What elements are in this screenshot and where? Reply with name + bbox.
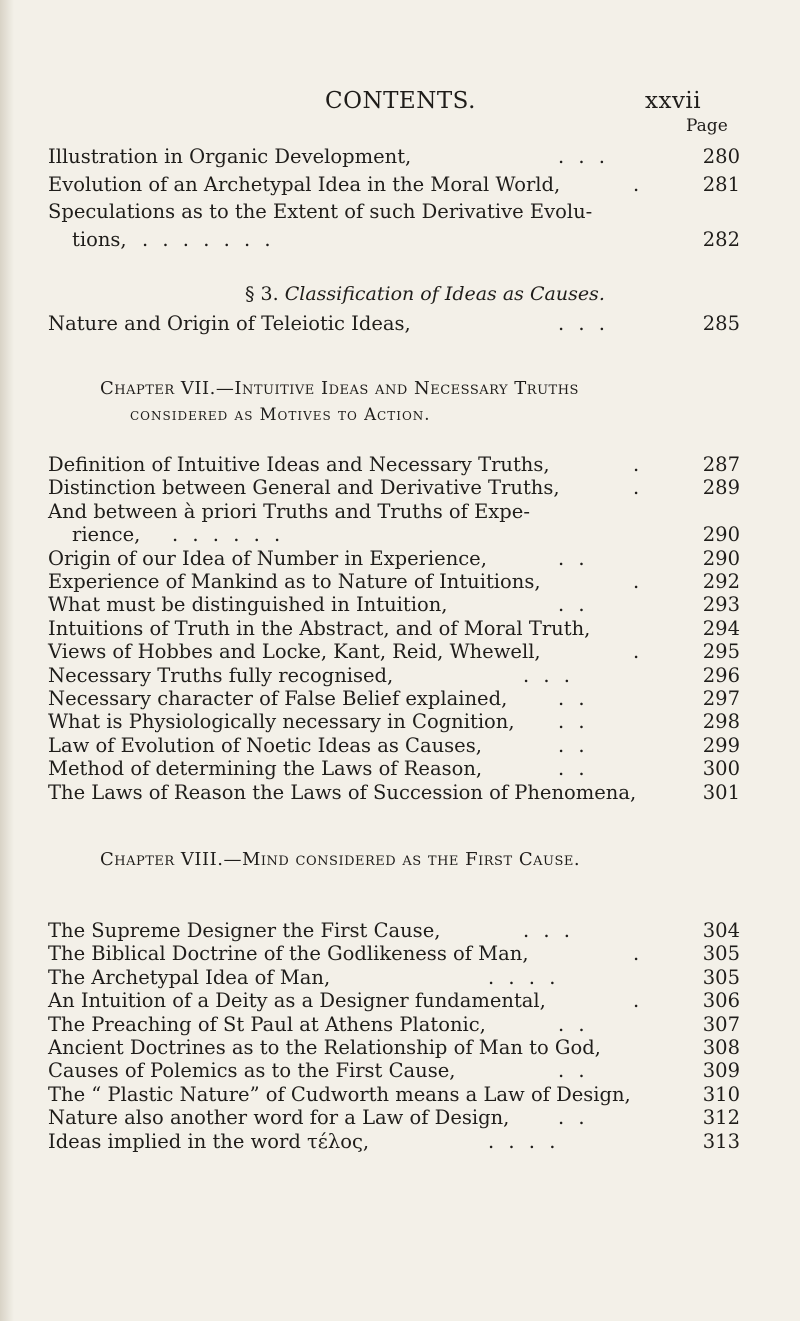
toc-entry xyxy=(48,476,748,500)
leader-dots: . . . . . . xyxy=(172,523,285,547)
toc-entry xyxy=(48,1083,748,1107)
toc-entry-page: 312 xyxy=(702,1106,740,1130)
toc-entry xyxy=(48,966,748,990)
toc-entry xyxy=(48,1130,748,1154)
toc-entry xyxy=(48,547,748,571)
chapter-label: Chapter VIII. xyxy=(100,849,224,870)
toc-entry-title: Law of Evolution of Noetic Ideas as Causes, xyxy=(48,733,482,757)
leader-dots: . . xyxy=(558,1059,589,1083)
page-edge-shadow xyxy=(0,0,14,1321)
toc-entry-title: What must be distinguished in Intuition, xyxy=(48,593,448,617)
toc-entry-page: 305 xyxy=(702,965,740,989)
leader-dots: . . . xyxy=(523,919,574,942)
toc-entry-title: Origin of our Idea of Number in Experience, xyxy=(48,546,487,570)
leader-dots: . . xyxy=(558,687,589,710)
leader-dots: . . xyxy=(558,733,589,757)
toc-entry xyxy=(72,228,772,252)
toc-entry-title: Distinction between General and Derivative Truths, xyxy=(48,476,560,500)
leader-dots: . xyxy=(633,989,644,1013)
toc-entry-title: Definition of Intuitive Ideas and Necessary Truths, xyxy=(48,453,550,476)
toc-entry xyxy=(72,523,772,547)
toc-entry xyxy=(48,942,748,966)
toc-entry-page: 308 xyxy=(702,1036,740,1059)
toc-entry xyxy=(48,617,748,641)
toc-entry-title: Evolution of an Archetypal Idea in the Moral World, xyxy=(48,173,561,196)
toc-entry xyxy=(48,640,748,664)
chapter-heading xyxy=(100,849,580,870)
toc-entry-page: 313 xyxy=(702,1129,740,1153)
toc-entry-page: 290 xyxy=(702,546,740,570)
section-number: § 3. xyxy=(245,283,279,305)
leader-dots: . . . . . . . xyxy=(142,228,275,251)
chapter-title-line2: considered as Motives to Action. xyxy=(130,405,431,424)
toc-entry-page: 280 xyxy=(702,145,740,168)
toc-entry-page: 287 xyxy=(702,453,740,476)
header-title: CONTENTS. xyxy=(325,88,476,114)
leader-dots: . . . xyxy=(558,312,609,335)
leader-dots: . . . xyxy=(558,145,609,168)
toc-entry xyxy=(48,710,748,734)
toc-entry-page: 298 xyxy=(702,710,740,734)
toc-entry xyxy=(48,1059,748,1083)
leader-dots: . xyxy=(633,640,644,664)
toc-entry-title: An Intuition of a Deity as a Designer fundamental, xyxy=(48,989,546,1013)
toc-entry-page: 295 xyxy=(702,640,740,664)
leader-dots: . . . . xyxy=(488,965,560,989)
toc-entry-page: 289 xyxy=(702,476,740,500)
leader-dots: . xyxy=(633,173,644,196)
toc-entry-title: Causes of Polemics as to the First Cause, xyxy=(48,1059,456,1083)
toc-entry-title: And between à priori Truths and Truths of Expe- xyxy=(48,499,530,523)
toc-entry-title: Views of Hobbes and Locke, Kant, Reid, Whewell, xyxy=(48,640,541,664)
toc-entry xyxy=(48,593,748,617)
toc-entry-page: 296 xyxy=(702,663,740,687)
toc-entry-title: Experience of Mankind as to Nature of Intuitions, xyxy=(48,570,541,593)
leader-dots: . xyxy=(633,476,644,500)
toc-entry-title: Intuitions of Truth in the Abstract, and of Moral Truth, xyxy=(48,616,591,640)
toc-entry-title: The Archetypal Idea of Man, xyxy=(48,965,331,989)
toc-entry-title: What is Physiologically necessary in Cognition, xyxy=(48,710,515,734)
toc-entry-page: 305 xyxy=(702,942,740,966)
toc-entry xyxy=(48,1013,748,1037)
toc-entry-page: 309 xyxy=(702,1059,740,1083)
section-heading xyxy=(245,283,605,305)
leader-dots: . . xyxy=(558,757,589,781)
leader-dots: . xyxy=(633,570,644,593)
page-column-label: Page xyxy=(686,116,728,136)
toc-entry-title: Ancient Doctrines as to the Relationship of Man to God, xyxy=(48,1036,601,1059)
toc-entry-page: 281 xyxy=(702,173,740,196)
toc-entry xyxy=(48,500,748,524)
toc-entry-page: 307 xyxy=(702,1012,740,1036)
toc-entry-page: 290 xyxy=(702,523,740,547)
toc-entry-title: rience, xyxy=(72,523,141,547)
toc-entry-page: 285 xyxy=(702,312,740,335)
toc-entry-page: 293 xyxy=(702,593,740,617)
toc-entry xyxy=(48,145,748,169)
toc-entry xyxy=(48,1036,748,1060)
toc-entry-title: Necessary Truths fully recognised, xyxy=(48,663,394,687)
toc-entry xyxy=(48,734,748,758)
chapter-heading xyxy=(100,378,579,399)
chapter-title-line1: —Intuitive Ideas and Necessary Truths xyxy=(215,378,579,399)
toc-entry-title: Necessary character of False Belief explained, xyxy=(48,687,508,710)
toc-entry xyxy=(48,453,748,477)
toc-entry-title: The Supreme Designer the First Cause, xyxy=(48,919,441,942)
toc-entry xyxy=(48,989,748,1013)
toc-entry-page: 294 xyxy=(702,616,740,640)
leader-dots: . . xyxy=(558,546,589,570)
toc-entry-page: 301 xyxy=(702,780,740,804)
toc-entry xyxy=(48,312,748,336)
toc-entry-page: 282 xyxy=(702,228,740,251)
toc-entry-title: Method of determining the Laws of Reason, xyxy=(48,757,483,781)
leader-dots: . xyxy=(633,453,644,476)
header-page-number: xxvii xyxy=(645,88,702,114)
leader-dots: . . xyxy=(558,593,589,617)
toc-entry-title: Illustration in Organic Development, xyxy=(48,145,412,168)
toc-entry-page: 297 xyxy=(702,687,740,710)
toc-entry xyxy=(48,570,748,594)
toc-entry xyxy=(48,687,748,711)
leader-dots: . . . xyxy=(523,663,574,687)
toc-entry-title: tions, xyxy=(72,228,127,251)
toc-entry-title: The Preaching of St Paul at Athens Platonic, xyxy=(48,1012,486,1036)
toc-entry-title: Nature and Origin of Teleiotic Ideas, xyxy=(48,312,411,335)
section-title: Classification of Ideas as Causes. xyxy=(284,283,605,305)
toc-entry-title: The Laws of Reason the Laws of Succession of Phenomena, xyxy=(48,780,637,804)
chapter-label: Chapter VII. xyxy=(100,378,216,399)
toc-entry-page: 292 xyxy=(702,570,740,593)
toc-entry xyxy=(48,919,748,943)
toc-entry-title: Nature also another word for a Law of Design, xyxy=(48,1106,510,1130)
toc-entry-title: The Biblical Doctrine of the Godlikeness of Man, xyxy=(48,942,529,966)
toc-entry-title: Speculations as to the Extent of such Derivative Evolu- xyxy=(48,200,593,223)
leader-dots: . . xyxy=(558,710,589,734)
toc-entry xyxy=(48,757,748,781)
toc-entry xyxy=(48,664,748,688)
toc-entry-title: Ideas implied in the word τέλος, xyxy=(48,1129,370,1153)
leader-dots: . . xyxy=(558,1106,589,1130)
leader-dots: . xyxy=(633,942,644,966)
toc-entry-page: 304 xyxy=(702,919,740,942)
chapter-title-line1: —Mind considered as the First Cause. xyxy=(223,849,581,870)
toc-entry xyxy=(48,1106,748,1130)
toc-entry-page: 300 xyxy=(702,757,740,781)
toc-entry-page: 310 xyxy=(702,1082,740,1106)
toc-entry xyxy=(48,200,748,224)
leader-dots: . . xyxy=(558,1012,589,1036)
leader-dots: . . . . xyxy=(488,1129,560,1153)
toc-entry-title: The “ Plastic Nature” of Cudworth means a Law of Design, xyxy=(48,1082,631,1106)
toc-entry xyxy=(48,781,748,805)
toc-entry xyxy=(48,173,748,197)
toc-entry-page: 306 xyxy=(702,989,740,1013)
toc-entry-page: 299 xyxy=(702,733,740,757)
